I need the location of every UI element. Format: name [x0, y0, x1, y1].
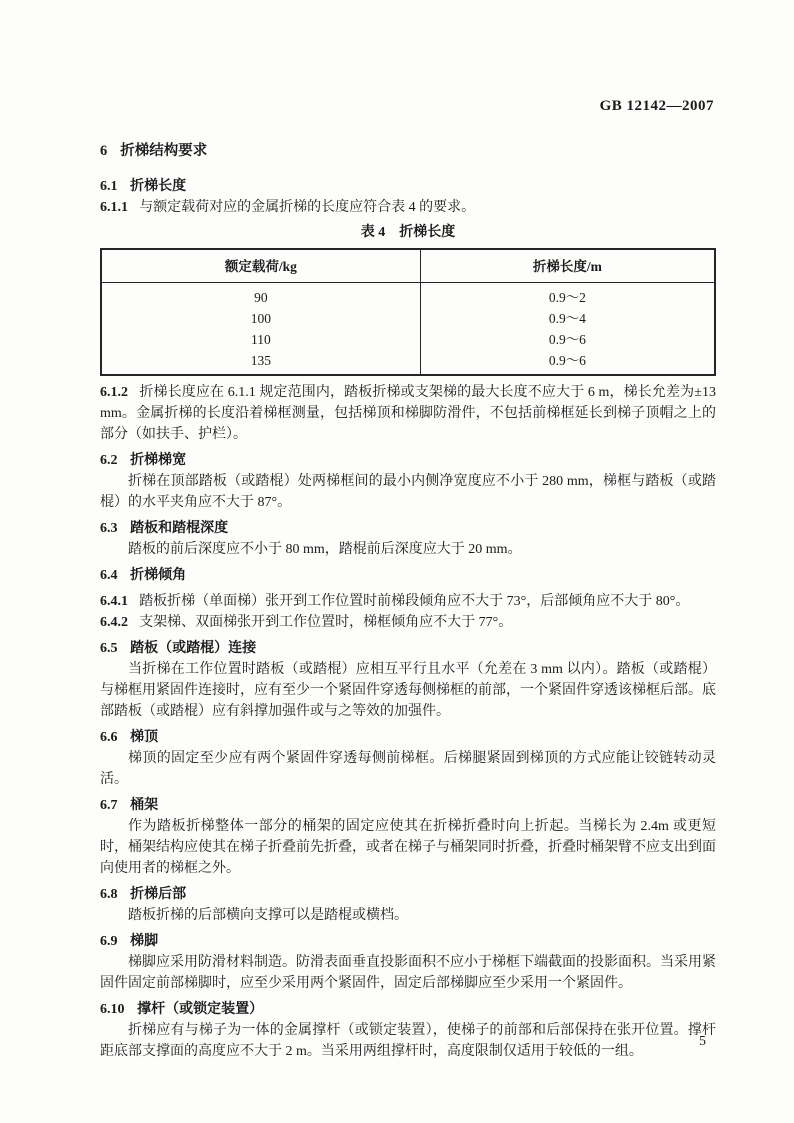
clause-title: 撑杆（或锁定装置）	[137, 1002, 264, 1017]
clause-text: 踏板折梯（单面梯）张开到工作位置时前梯段倾角应不大于 73°，后部倾角应不大于 80°。	[139, 594, 690, 609]
clause-6-8-heading	[100, 884, 716, 905]
clause-number: 6.4.1	[100, 594, 128, 609]
clause-number: 6	[100, 143, 108, 159]
clause-6-2-body: 折梯在顶部踏板（或踏棍）处两梯框间的最小内侧净宽度应不小于 280 mm，梯框与踏板（或踏棍）的水平夹角应不大于 87°。	[100, 474, 716, 510]
cell-rated-load: 90	[254, 290, 268, 305]
clause-number: 6.3	[100, 521, 118, 536]
table-row	[101, 329, 715, 350]
clause-6-3-heading	[100, 518, 716, 539]
clause-number: 6.9	[100, 934, 118, 949]
clause-number: 6.10	[100, 1002, 125, 1017]
clause-title: 桶架	[130, 798, 159, 813]
clause-6-1-heading	[100, 176, 716, 197]
page-content	[100, 141, 716, 1062]
clause-6-10-heading	[100, 999, 716, 1020]
clause-text: 与额定载荷对应的金属折梯的长度应符合表 4 的要求。	[139, 200, 476, 215]
cell-rated-load: 100	[250, 311, 271, 326]
cell-ladder-length: 0.9～4	[420, 308, 715, 329]
clause-title: 踏板（或踏棍）连接	[130, 641, 257, 656]
clause-6-5-heading	[100, 638, 716, 659]
clause-number: 6.1	[100, 179, 118, 194]
clause-6-10-body: 折梯应有与梯子为一体的金属撑杆（或锁定装置），使梯子的前部和后部保持在张开位置。撑杆距底部支撑面的高度应不大于 2 m。当采用两组撑杆时，高度限制仅适用于较低的一组。	[100, 1023, 716, 1059]
clause-number: 6.7	[100, 798, 118, 813]
clause-number: 6.2	[100, 453, 118, 468]
clause-title: 梯脚	[130, 934, 159, 949]
clause-number: 6.4.2	[100, 615, 128, 630]
clause-6-1-1-paragraph	[100, 197, 716, 218]
clause-number: 6.5	[100, 641, 118, 656]
column-header-rated-load: 额定载荷/kg	[101, 249, 420, 283]
clause-6-8-body: 踏板折梯的后部横向支撑可以是踏棍或横档。	[128, 908, 408, 923]
clause-6-9-heading	[100, 931, 716, 952]
table-caption: 表 4 折梯长度	[360, 225, 456, 240]
clause-number: 6.4	[100, 568, 118, 583]
column-header-ladder-length: 折梯长度/m	[420, 249, 715, 283]
cell-ladder-length: 0.9～2	[420, 283, 715, 309]
cell-rated-load: 135	[250, 353, 271, 368]
standard-code: GB 12142—2007	[599, 98, 714, 114]
clause-title: 折梯长度	[130, 179, 187, 194]
clause-title: 折梯梯宽	[130, 453, 187, 468]
clause-6-1-2-paragraph	[100, 382, 716, 445]
clause-6-4-1-paragraph	[100, 591, 716, 612]
table-4-ladder-length	[100, 248, 716, 376]
clause-number: 6.1.2	[100, 385, 128, 400]
clause-6-heading	[100, 141, 716, 162]
table-header-row	[101, 249, 715, 283]
clause-6-2-heading	[100, 450, 716, 471]
cell-ladder-length: 0.9～6	[420, 329, 715, 350]
clause-number: 6.6	[100, 730, 118, 745]
clause-6-7-heading	[100, 795, 716, 816]
clause-title: 折梯倾角	[130, 568, 187, 583]
clause-6-4-2-paragraph	[100, 612, 716, 633]
clause-number: 6.8	[100, 887, 118, 902]
clause-6-6-heading	[100, 727, 716, 748]
page-number: 5	[699, 1034, 706, 1049]
clause-number: 6.1.1	[100, 200, 128, 215]
clause-text: 折梯长度应在 6.1.1 规定范围内，踏板折梯或支架梯的最大长度不应大于 6 m，梯长允差为±13 mm。金属折梯的长度沿着梯框测量，包括梯顶和梯脚防滑件，不包括前梯框延长到梯子顶帽之上的部分（如扶手、护栏）。	[100, 385, 716, 442]
clause-6-6-body: 梯顶的固定至少应有两个紧固件穿透每侧前梯框。后梯腿紧固到梯顶的方式应能让铰链转动灵活。	[100, 751, 716, 787]
clause-6-9-body: 梯脚应采用防滑材料制造。防滑表面垂直投影面积不应小于梯框下端截面的投影面积。当采用紧固件固定前部梯脚时，应至少采用两个紧固件，固定后部梯脚应至少采用一个紧固件。	[100, 955, 716, 991]
clause-6-3-body: 踏板的前后深度应不小于 80 mm，踏棍前后深度应大于 20 mm。	[128, 542, 522, 557]
clause-title: 踏板和踏棍深度	[130, 521, 229, 536]
clause-6-4-heading	[100, 565, 716, 586]
clause-6-5-body: 当折梯在工作位置时踏板（或踏棍）应相互平行且水平（允差在 3 mm 以内）。踏板（或踏棍）与梯框用紧固件连接时，应有至少一个紧固件穿透每侧梯框的前部，一个紧固件穿透该梯框后部。底部踏板（或踏棍）应有斜撑加强件或与之等效的加强件。	[100, 662, 716, 719]
table-row	[101, 283, 715, 309]
table-row	[101, 308, 715, 329]
clause-6-7-body: 作为踏板折梯整体一部分的桶架的固定应使其在折梯折叠时向上折起。当梯长为 2.4m 或更短时，桶架结构应使其在梯子折叠前先折叠，或者在梯子与桶架同时折叠，折叠时桶架臂不应支出到面向使用者的梯框之外。	[100, 819, 716, 876]
table-row	[101, 350, 715, 375]
cell-rated-load: 110	[251, 332, 271, 347]
cell-ladder-length: 0.9～6	[420, 350, 715, 375]
clause-title: 折梯后部	[130, 887, 187, 902]
clause-text: 支架梯、双面梯张开到工作位置时，梯框倾角应不大于 77°。	[139, 615, 513, 630]
clause-title: 梯顶	[130, 730, 159, 745]
clause-title: 折梯结构要求	[120, 143, 208, 159]
